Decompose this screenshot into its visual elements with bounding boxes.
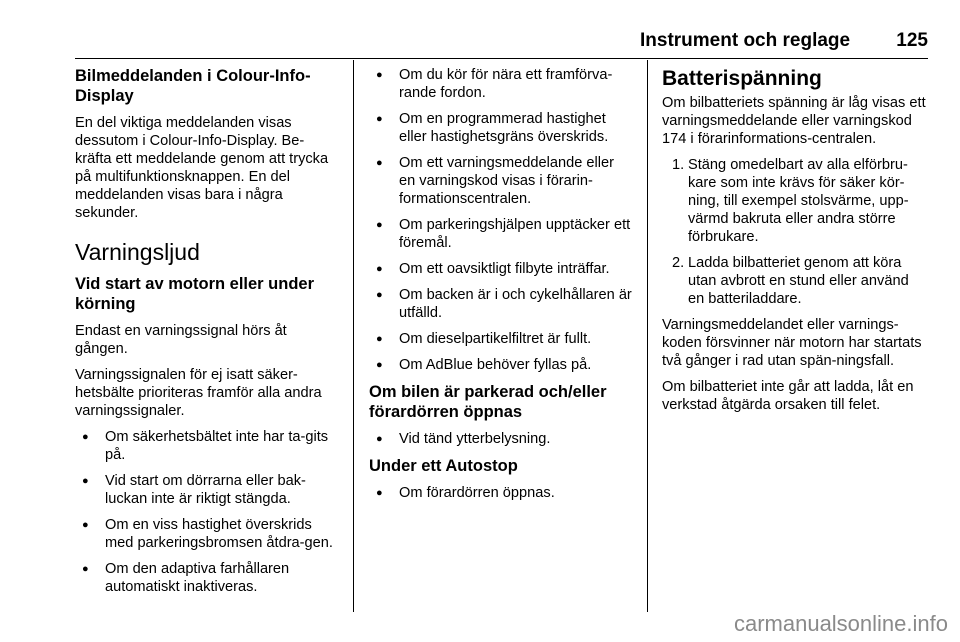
list-item: ● Om ett oavsiktligt filbyte inträffar.: [369, 260, 632, 278]
column-divider-1: [353, 60, 354, 612]
list-item: [662, 156, 928, 246]
paragraph: Om bilbatteriet inte går att ladda, låt en verkstad åtgärda orsaken till felet.: [662, 379, 914, 413]
paragraph: Endast en varningssignal hörs åt gången.: [75, 323, 287, 357]
step-number: 2.: [672, 255, 685, 271]
paragraph: En del viktiga meddelanden visas dessutom i Colour-Info-Display. Be-kräfta ett meddelande genom att trycka på multifunktionsknappen. En del meddelanden visas bara i några sekunder.: [75, 115, 329, 221]
paragraph: Varningssignalen för ej isatt säker-hetsbälte prioriteras framför alla andra varningssignaler.: [75, 367, 322, 419]
list-item: ● Om dieselpartikelfiltret är fullt.: [369, 330, 632, 348]
section-heading-colour-info-display: Bilmeddelanden i Colour-Info-Display: [75, 67, 311, 105]
column-2: [369, 66, 632, 510]
subheading-start-or-driving: Vid start av motorn eller under körning: [75, 275, 315, 313]
section-heading-varningsljud: Varningsljud: [75, 239, 200, 265]
bullet-list: [369, 484, 632, 502]
list-item: ● Vid tänd ytterbelysning.: [369, 430, 632, 448]
section-heading-batterispanning: Batterispänning: [662, 67, 822, 90]
column-divider-2: [647, 60, 648, 612]
paragraph: Om bilbatteriets spänning är låg visas ett varningsmeddelande eller varningskod 174 i förarinformations-centralen.: [662, 95, 926, 147]
bullet-list: [75, 428, 337, 596]
bullet-list: [369, 66, 632, 374]
list-item: ● Om förardörren öppnas.: [369, 484, 632, 502]
column-3: [662, 66, 928, 422]
list-item: ● Om säkerhetsbältet inte har ta-gits på.: [75, 428, 337, 464]
list-item: ● Om en viss hastighet överskrids med parkeringsbromsen åtdra-gen.: [75, 516, 337, 552]
step-number: 1.: [672, 157, 685, 173]
page-header: [640, 30, 928, 55]
step-text: Stäng omedelbart av alla elförbru-kare som inte krävs för säker kör-ning, till exempel stolsvärme, upp-värmd bakruta eller andra större förbrukare.: [688, 157, 909, 245]
list-item: ● Om parkeringshjälpen upptäcker ett föremål.: [369, 216, 632, 252]
list-item: ● Om AdBlue behöver fyllas på.: [369, 356, 632, 374]
list-item: ● Om du kör för nära ett framförva-rande fordon.: [369, 66, 632, 102]
watermark[interactable]: carmanualsonline.info: [733, 611, 948, 636]
list-item: ● Vid start om dörrarna eller bak-luckan inte är riktigt stängda.: [75, 472, 337, 508]
list-item: [662, 254, 928, 308]
header-rule: [75, 58, 928, 59]
header-title: Instrument och reglage: [640, 30, 851, 51]
list-item: ● Om en programmerad hastighet eller hastighetsgräns överskrids.: [369, 110, 632, 146]
subheading-autostop: Under ett Autostop: [369, 457, 518, 475]
list-item: ● Om backen är i och cykelhållaren är utfälld.: [369, 286, 632, 322]
list-item: ● Om den adaptiva farhållaren automatiskt inaktiveras.: [75, 560, 337, 596]
column-1: [75, 66, 337, 604]
page-number: 125: [896, 30, 928, 51]
paragraph: Varningsmeddelandet eller varnings-koden försvinner när motorn har startats två gånger i rad utan spän-ningsfall.: [662, 317, 922, 369]
subheading-parked: Om bilen är parkerad och/eller förardörren öppnas: [369, 383, 607, 421]
step-text: Ladda bilbatteriet genom att köra utan avbrott en stund eller använd en batteriladdare.: [688, 255, 909, 307]
numbered-list: [662, 156, 928, 308]
list-item: ● Om ett varningsmeddelande eller en varningskod visas i förarin-formationscentralen.: [369, 154, 632, 208]
bullet-list: [369, 430, 632, 448]
